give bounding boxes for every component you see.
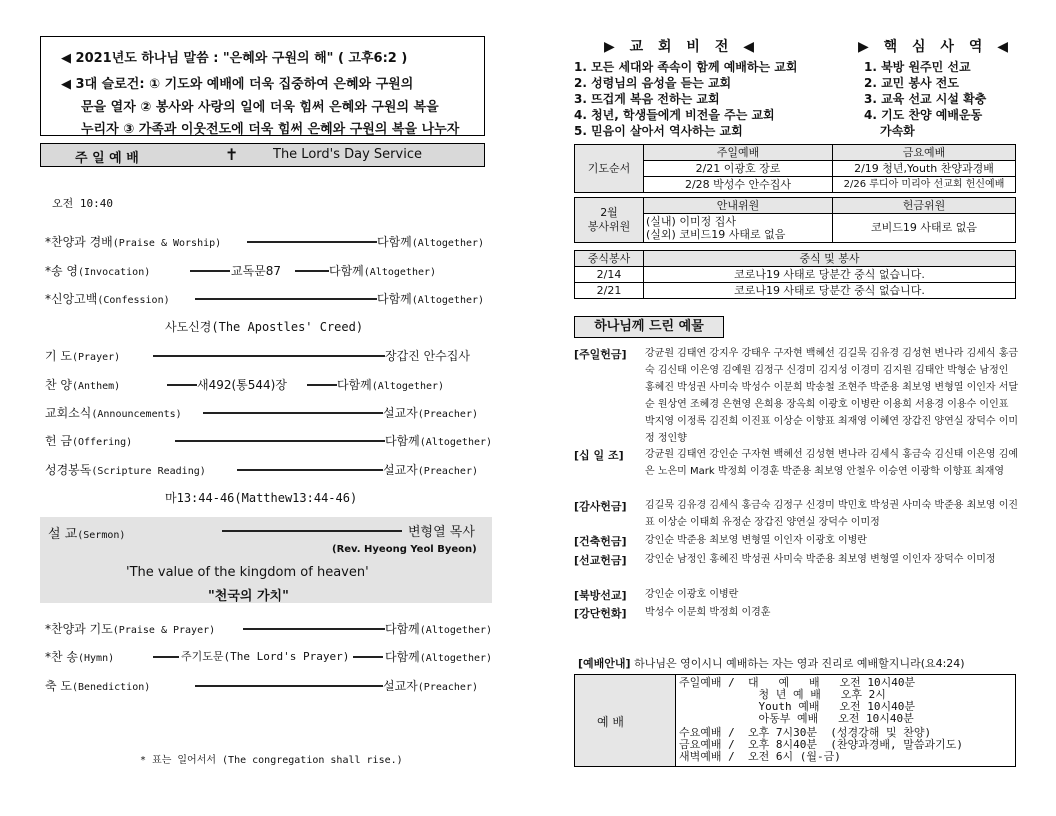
table-cell: (실내) 이미정 집사 (실외) 코비드19 사태로 없음 (644, 214, 833, 243)
column-header: 안내위원 (644, 198, 833, 214)
ministry-item: 가속화 (880, 124, 915, 138)
table-row-label: 기도순서 (575, 145, 644, 193)
table-cell: 코비드19 사태로 없음 (833, 214, 1016, 243)
slogan-line-1: ◀ 3대 슬로건: ① 기도와 예배에 더욱 집중하여 은혜와 구원의 (61, 77, 414, 92)
offering-names: 김길묵 김유경 김세식 홍금숙 김정구 신경미 박민호 박성권 사미숙 박준용 최보영 이진표 이상순 이태희 유정순 장갑진 양연실 장덕수 이미정 (645, 500, 1019, 528)
offering-category: [건축헌금] (574, 535, 627, 548)
scripture-reference: 마13:44-46(Matthew13:44-46) (165, 491, 358, 505)
ministry-item: 1. 북방 원주민 선교 (864, 60, 971, 74)
prayer-order-table (574, 144, 1016, 193)
core-ministry-title: ▶ 핵 심 사 역 ◀ (858, 39, 1013, 55)
vision-item: 2. 성령님의 음성을 듣는 교회 (574, 76, 732, 90)
schedule-line: 주일예배 / 대 예 배 오전 10시40분 (679, 676, 916, 689)
table-row-label: 2월 봉사위원 (575, 198, 644, 243)
sermon-label: 설 교 (48, 527, 78, 542)
table-cell: 2/21 (575, 283, 644, 299)
apostles-creed: 사도신경(The Apostles' Creed) (165, 320, 364, 334)
table-cell: 2/14 (575, 267, 644, 283)
cross-icon: ✝ (225, 145, 239, 164)
column-header: 중식봉사 (575, 251, 644, 267)
offering-names: 강균원 김태연 강지우 강태우 구자현 백혜선 김길묵 김유경 김성현 변나라 김세식 홍금숙 김신태 이은영 김예원 김정구 신경미 김지성 이경미 김지원 김태안 박형순 남정인 홍혜진 박성권 사미숙 박성수 이문희 박송철 조현주 박준용 최보영 변형열 이인자 서달순 원상연 조혜경 은현영 은희용 장옥희 이광호 이병란 이용희 서용경 이용수 이인표 박지영 이정록 김진희 이진표 이상순 이향표 최재영 이혜연 장갑진 양연실 장덕수 이미정 정인향 (645, 348, 1019, 444)
offering-category: [십 일 조] (574, 449, 624, 462)
offering-category: [주일헌금] (574, 348, 627, 361)
service-time: 오전 10:40 (52, 197, 113, 210)
slogan-line-2: 문을 열자 ② 봉사와 사랑의 일에 더욱 힘써 은혜와 구원의 복을 (81, 100, 439, 115)
sermon-box: 설 교(Sermon) 변형열 목사 (Rev. Hyeong Yeol Byeon) 'The value of the kingdom of heaven' "천국의 가치" (40, 517, 492, 603)
worship-info-label: [예배안내] (578, 657, 631, 670)
service-title-en: The Lord's Day Service (273, 147, 422, 162)
ministry-item: 2. 교민 봉사 전도 (864, 76, 959, 90)
preacher-name: 변형열 목사 (408, 525, 475, 540)
table-cell: 2/19 청년,Youth 찬양과경배 (833, 161, 1016, 177)
schedule-label: 예 배 (597, 715, 624, 729)
ministry-item: 4. 기도 찬양 예배운동 (864, 108, 983, 122)
table-cell: 코로나19 사태로 당분간 중식 없습니다. (644, 283, 1016, 299)
worship-info-line (578, 655, 965, 671)
yearly-motto: ◀ 2021년도 하나님 말씀 : "은혜와 구원의 해" ( 고후6:2 ) (61, 51, 408, 66)
service-title-ko: 주 일 예 배 (75, 151, 139, 166)
schedule-line: 새벽예배 / 오전 6시 (월-금) (679, 750, 841, 763)
offering-names: 박성수 이문희 박정희 이경훈 (645, 607, 771, 618)
vision-item: 5. 믿음이 살아서 역사하는 교회 (574, 124, 743, 138)
offering-names: 강균원 김태연 강인순 구자현 백혜선 김성현 변나라 김세식 홍금숙 김신태 이은영 김예은 노은미 Mark 박정희 이경훈 박준용 최보영 안철우 이승연 이광학 이향표 최재영 (645, 449, 1019, 477)
table-cell: 2/28 박성수 안수집사 (644, 177, 833, 193)
vision-item: 3. 뜨겁게 복음 전하는 교회 (574, 92, 720, 106)
column-header: 중식 및 봉사 (644, 251, 1016, 267)
church-vision-title: ▶ 교 회 비 전 ◀ (604, 39, 759, 55)
table-cell: 2/26 루디아 미리아 선교회 헌신예배 (833, 177, 1016, 193)
schedule-line: 금요예배 / 오후 8시40분 (찬양과경배, 말씀과기도) (679, 738, 963, 751)
offerings-title: 하나님께 드린 예물 (574, 316, 724, 338)
sermon-title-ko: "천국의 가치" (208, 589, 289, 604)
table-cell: 2/21 이광호 장로 (644, 161, 833, 177)
standing-note: * 표는 일어서서 (The congregation shall rise.) (140, 755, 403, 766)
vision-item: 1. 모든 세대와 족속이 함께 예배하는 교회 (574, 60, 798, 74)
motto-box (40, 36, 485, 136)
column-header: 주일예배 (644, 145, 833, 161)
sermon-title-en: 'The value of the kingdom of heaven' (126, 565, 369, 580)
preacher-name-en: (Rev. Hyeong Yeol Byeon) (332, 544, 477, 555)
worship-info-verse: 하나님은 영이시니 예배하는 자는 영과 진리로 예배할지니라(요4:24) (634, 657, 965, 670)
column-header: 금요예배 (833, 145, 1016, 161)
offering-category: [북방선교] (574, 589, 627, 602)
column-header: 헌금위원 (833, 198, 1016, 214)
schedule-line: Youth 예배 오전 10시40분 (679, 700, 915, 713)
ministry-item: 3. 교육 선교 시설 확충 (864, 92, 987, 106)
schedule-line: 수요예배 / 오후 7시30분 (성경강해 및 찬양) (679, 726, 932, 739)
offering-category: [선교헌금] (574, 554, 627, 567)
offering-names: 강인순 박준용 최보영 변형열 이인자 이광호 이병란 (645, 535, 867, 546)
service-header (40, 143, 485, 167)
slogan-line-3: 누리자 ③ 가족과 이웃전도에 더욱 힘써 은혜와 구원의 복을 나누자 (81, 122, 460, 137)
worship-schedule (574, 674, 1016, 767)
table-cell: 코로나19 사태로 당분간 중식 없습니다. (644, 267, 1016, 283)
offering-category: [강단헌화] (574, 607, 627, 620)
schedule-line: 청 년 예 배 오후 2시 (679, 688, 886, 701)
offering-category: [감사헌금] (574, 500, 627, 513)
offering-names: 강인순 이광호 이병란 (645, 589, 739, 600)
offering-names: 강인순 남정인 홍혜진 박성권 사미숙 박준용 최보영 변형열 이인자 장덕수 이미정 (645, 554, 996, 565)
lunch-table (574, 250, 1016, 299)
volunteer-table (574, 197, 1016, 243)
vision-item: 4. 청년, 학생들에게 비전을 주는 교회 (574, 108, 775, 122)
schedule-line: 아동부 예배 오전 10시40분 (679, 712, 914, 725)
